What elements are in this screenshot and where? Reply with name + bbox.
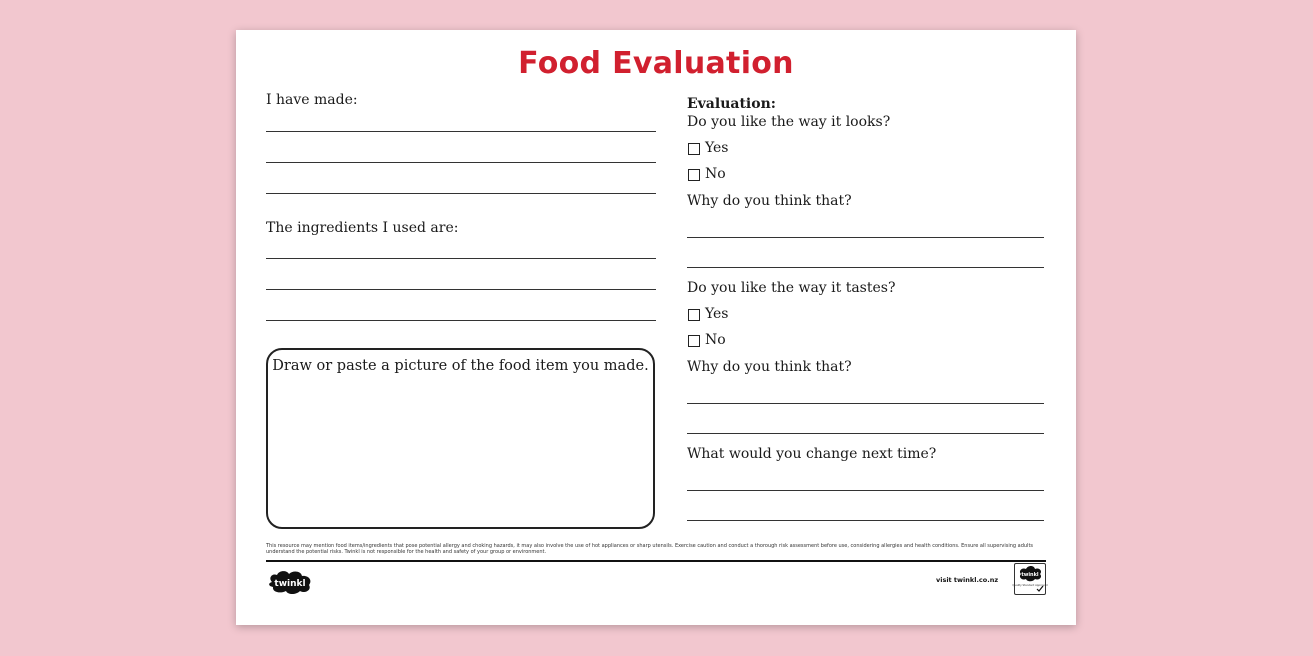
looks-yes-checkbox[interactable] xyxy=(688,143,700,155)
tastes-yes-checkbox[interactable] xyxy=(688,309,700,321)
page-title: Food Evaluation xyxy=(518,46,794,81)
looks-no-checkbox[interactable] xyxy=(688,169,700,181)
looks-why-line-2[interactable] xyxy=(687,267,1044,268)
twinkl-logo xyxy=(266,568,314,596)
tastes-no-checkbox[interactable] xyxy=(688,335,700,347)
safety-disclaimer: This resource may mention food items/ingredients that pose potential allergy and choking hazards, it may also involve the use of hot appliances or sharp utensils. Exercise caution and conduct a thorough risk assessment before use, considering allergies and health conditions. Ensure all supervising adults understand the potential risks. Twinkl is not responsible for the health and safety of your group or environment. xyxy=(266,543,1034,555)
badge-text: Quality Standard Approved xyxy=(1012,584,1048,587)
twinkl-logo-text: twinkl xyxy=(274,579,306,589)
evaluation-heading: Evaluation: xyxy=(687,96,776,112)
looks-no-label: No xyxy=(705,166,726,182)
change-line-2[interactable] xyxy=(687,520,1044,521)
tastes-why-label: Why do you think that? xyxy=(687,359,852,375)
tastes-yes-label: Yes xyxy=(705,306,729,322)
quality-badge xyxy=(1014,563,1046,595)
badge-logo-text: twinkl xyxy=(1021,572,1039,578)
tastes-no-label: No xyxy=(705,332,726,348)
ingredients-line-1[interactable] xyxy=(266,258,656,259)
made-line-2[interactable] xyxy=(266,162,656,163)
ingredients-line-3[interactable] xyxy=(266,320,656,321)
question-looks: Do you like the way it looks? xyxy=(687,114,891,130)
visit-link[interactable]: visit twinkl.co.nz xyxy=(936,576,999,584)
question-tastes: Do you like the way it tastes? xyxy=(687,280,896,296)
looks-why-line-1[interactable] xyxy=(687,237,1044,238)
looks-yes-label: Yes xyxy=(705,140,729,156)
made-label: I have made: xyxy=(266,92,358,108)
looks-why-label: Why do you think that? xyxy=(687,193,852,209)
tastes-why-line-1[interactable] xyxy=(687,403,1044,404)
ingredients-label: The ingredients I used are: xyxy=(266,220,459,236)
ingredients-line-2[interactable] xyxy=(266,289,656,290)
picture-box[interactable] xyxy=(266,348,655,529)
made-line-1[interactable] xyxy=(266,131,656,132)
question-change: What would you change next time? xyxy=(687,446,937,462)
made-line-3[interactable] xyxy=(266,193,656,194)
quality-badge-icon xyxy=(1012,564,1048,594)
change-line-1[interactable] xyxy=(687,490,1044,491)
footer-divider xyxy=(266,560,1046,562)
picture-prompt: Draw or paste a picture of the food item you made. xyxy=(272,358,649,374)
tastes-why-line-2[interactable] xyxy=(687,433,1044,434)
worksheet-page xyxy=(236,30,1076,625)
